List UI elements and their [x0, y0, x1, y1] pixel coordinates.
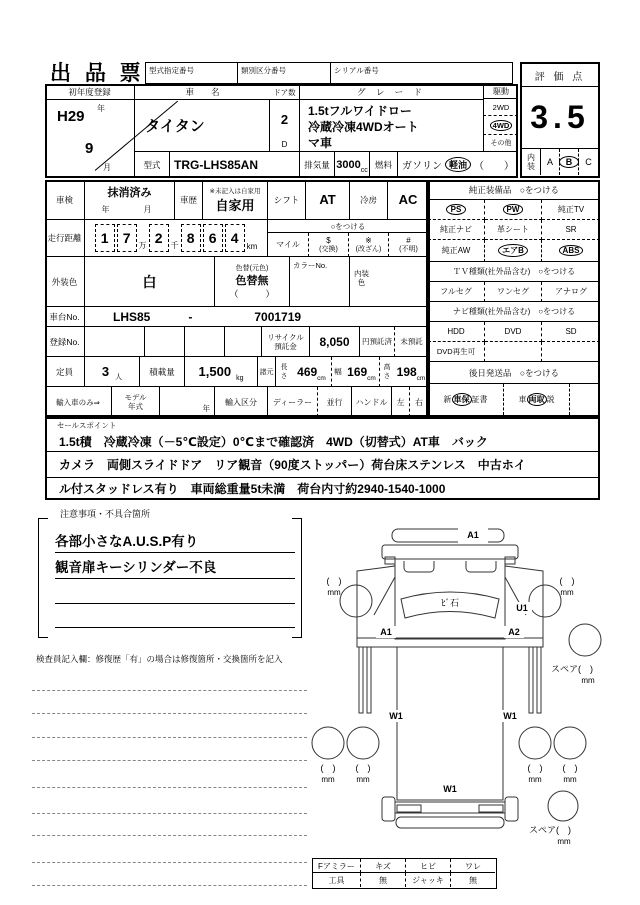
frame-rail [537, 647, 541, 713]
evaluation-box [520, 62, 600, 178]
registration-month-unit: 月 [103, 163, 111, 172]
diagram-label-a2: A2 [508, 627, 520, 637]
import-parallel: 並行 [318, 387, 352, 417]
registration-year: H29 [57, 108, 85, 125]
import-category-label: 輸入区分 [215, 387, 268, 417]
width-value: 169 cm [344, 357, 380, 387]
tire-size-paren: ( ) [355, 763, 371, 773]
tire-rear-right-outer [554, 727, 586, 759]
first-registration-label: 初年度登録 [45, 85, 135, 100]
tire-rear-left-inner [347, 727, 379, 759]
writing-line [32, 813, 307, 814]
registration-year-unit: 年 [97, 104, 105, 113]
field-model-designation-number: 型式指定番号 [146, 63, 238, 83]
interior-grade-c: C [585, 157, 592, 167]
grade-value: 1.5tフルワイドロー 冷蔵冷凍4WDオート マ車 [300, 100, 483, 152]
load-capacity-label: 積載量 [140, 357, 185, 387]
equip-airbag: エアB [485, 240, 542, 262]
first-registration-cell [45, 100, 135, 177]
interior-color-cell [350, 257, 428, 307]
frame-rail [359, 647, 363, 713]
notes-line2: 観音扉キーシリンダー不良 [55, 553, 295, 579]
navi-dvd: DVD [485, 322, 542, 342]
writing-line [32, 835, 307, 836]
length-value: 469 cm [292, 357, 332, 387]
fuel-paren: （ ） [474, 161, 514, 172]
spare-label: スペア( ) [551, 664, 593, 674]
tire-front-left [340, 585, 372, 617]
exterior-color-value: 白 [85, 257, 215, 307]
handle-label: ハンドル [352, 387, 392, 417]
cell-front-mirror: Fアミラー [313, 859, 361, 873]
equip-oem-wheels: 純正AW [428, 240, 485, 262]
fuel-values [398, 152, 518, 177]
mm-unit: mm [560, 588, 574, 597]
car-name-value: タイタン [135, 100, 270, 152]
rear-crossmember [395, 802, 505, 813]
navi-dvd-playable: DVD再生可 [428, 342, 485, 362]
import-only-label: 輸入車のみ⇒ [45, 387, 112, 417]
mm-unit: mm [327, 588, 341, 597]
cell-break: ワレ [465, 861, 481, 871]
ship-empty-cell [570, 384, 600, 415]
spare-label: スペア( ) [529, 825, 571, 835]
recycle-paid: 円預託済 [360, 327, 395, 357]
writing-line [32, 713, 307, 714]
navi-empty-cell [485, 342, 542, 362]
cell-crack: ヒビ [406, 859, 451, 873]
recycle-deposit-value: 8,050 [310, 327, 360, 357]
cell-tools: 工具 [313, 873, 361, 887]
field-classification-number: 類別区分番号 [238, 63, 331, 83]
mm-unit: mm [581, 676, 595, 685]
navi-sd: SD [542, 322, 600, 342]
navi-hdd: HDD [428, 322, 485, 342]
cargo-box [397, 647, 503, 800]
tire-size-paren: ( ) [527, 763, 543, 773]
model-code-label: 型式 [135, 152, 170, 177]
mileage-man-unit: 万 [138, 241, 147, 250]
tire-front-right [529, 585, 561, 617]
mile-exchange: $ (交換) [308, 233, 348, 257]
page-title: 出 品 票 [50, 62, 145, 85]
writing-line [32, 737, 307, 738]
door-count-value: 2 [270, 100, 300, 138]
roof-tab-left [385, 557, 395, 564]
chassis-no-value: LHS85 - 7001719 [85, 307, 428, 327]
roof-tab-right [505, 557, 515, 564]
evaluation-title: 評 価 点 [522, 64, 598, 87]
recycle-label: リサイクル 預託金 [262, 327, 310, 357]
height-value: 198 cm [394, 357, 428, 387]
notes-line4 [55, 604, 295, 628]
frame-rail [529, 647, 533, 713]
spare-tire-2 [548, 791, 578, 821]
writing-line [32, 787, 307, 788]
registration-no-cell [145, 327, 185, 357]
displacement-label: 排気量 [300, 152, 335, 177]
exterior-color-label: 外装色 [45, 257, 85, 307]
diagram-label-w1-left: W1 [389, 711, 403, 721]
rear-lamp-left [397, 805, 421, 812]
tire-rear-right-inner [519, 727, 551, 759]
registration-no-cell [85, 327, 145, 357]
displacement-value: 3000 cc [335, 152, 370, 177]
bottom-condition-table [312, 858, 497, 889]
capacity-label: 定員 [45, 357, 85, 387]
aircon-label: 冷房 [350, 180, 388, 220]
notes-label: 注意事項・不具合箇所 [60, 509, 151, 519]
registration-no-cell [185, 327, 225, 357]
equip-ps: PS [428, 200, 485, 220]
mileage-km-unit: km [246, 242, 258, 251]
drive-4wd: 4WD [483, 116, 518, 135]
ship-warranty-book: 新 車保 証書 [428, 384, 504, 415]
vehicle-diagram [300, 505, 640, 865]
notes-line1: 各部小さなA.U.S.P有り [55, 522, 295, 553]
interior-grade-a: A [546, 157, 553, 167]
mileage-digit: 4 [225, 224, 245, 252]
height-label: 高さ [380, 357, 394, 387]
drive-label: 駆動 [483, 85, 518, 99]
equip-abs: ABS [542, 240, 600, 262]
writing-line [32, 885, 307, 886]
fuel-diesel-circled: 軽油 [445, 157, 471, 172]
dimensions-label: 諸元 [258, 357, 276, 387]
grade-label: グ レ ー ド [300, 85, 483, 100]
handle-right: 右 [415, 397, 423, 407]
capacity-value: 3 人 [85, 357, 140, 387]
writing-line [32, 862, 307, 863]
tv-analog: アナログ [542, 282, 600, 302]
oem-equipment-title: 純正装備品 ○をつける [428, 180, 600, 200]
mileage-digit: 1 [95, 224, 115, 252]
mileage-digits [85, 220, 268, 257]
equip-leather-seat: 革シート [485, 220, 542, 240]
mileage-digit: 8 [181, 224, 201, 252]
mm-unit: mm [321, 775, 335, 784]
history-cell: ※未記入は自家用 自家用 [203, 180, 268, 220]
equip-oem-navi: 純正ナビ [428, 220, 485, 240]
registration-month: 9 [85, 140, 94, 157]
diagram-label-u1: U1 [516, 603, 528, 613]
shift-value: AT [306, 180, 350, 220]
tv-oneseg: ワンセグ [485, 282, 542, 302]
color-no-label: カラーNo. [290, 257, 350, 307]
mileage-digit: 6 [203, 224, 223, 252]
evaluation-score: 3.5 [530, 99, 590, 135]
mileage-label: 走行距離 [45, 220, 85, 257]
navi-empty-cell [542, 342, 600, 362]
tire-rear-left-outer [312, 727, 344, 759]
registration-no-cell [225, 327, 262, 357]
sales-points-line2: カメラ 両側スライドドア リア観音（90度ストッパー）荷台床ステンレス 中古ホイ [45, 452, 600, 478]
model-year-label: モデル年式 [112, 387, 160, 417]
import-dealer: ディーラー [268, 387, 318, 417]
history-label: 車歴 [175, 180, 203, 220]
sun-visor-right [466, 561, 496, 572]
cell-scratch: キズ [361, 859, 406, 873]
rear-bumper-bar [396, 817, 504, 828]
later-shipment-title: 後日発送品 ○をつける [428, 362, 600, 384]
chassis-no-label: 車台No. [45, 307, 85, 327]
rear-bumper-cap-right [505, 797, 518, 821]
registration-no-label: 登録No. [45, 327, 85, 357]
diagram-label-w1-bottom: W1 [443, 784, 457, 794]
mm-unit: mm [563, 775, 577, 784]
sales-points-label: セールスポイント [57, 421, 117, 430]
shift-label: シフト [268, 180, 306, 220]
mile-label: マイル [268, 233, 308, 257]
inspector-note: 検査員記入欄：修復歴「有」の場合は修復箇所・交換箇所を記入 [36, 654, 283, 664]
interior-grade-b: B [559, 149, 579, 175]
diagram-label-a1: A1 [380, 627, 392, 637]
mileage-digit: 7 [117, 224, 137, 252]
mile-unknown: # (不明) [388, 233, 428, 257]
cell-jack: ジャッキ [406, 873, 451, 887]
tire-size-paren: ( ) [559, 576, 575, 586]
shaken-label: 車検 [45, 180, 85, 220]
equip-sunroof: SR [542, 220, 600, 240]
mm-unit: mm [557, 837, 571, 846]
writing-line [32, 690, 307, 691]
interior-color-label: 内装色 [354, 269, 369, 287]
equip-oem-tv: 純正TV [542, 200, 600, 220]
sun-visor-left [404, 561, 434, 572]
a-pillar-left [374, 577, 395, 615]
tire-size-paren: ( ) [326, 576, 342, 586]
recycle-unpaid: 未預託 [395, 327, 428, 357]
mm-unit: mm [528, 775, 542, 784]
cell-tools-none: 無 [361, 873, 406, 887]
model-code-value: TRG-LHS85AN [170, 152, 300, 177]
handle-left: 左 [392, 387, 410, 417]
mileage-sen-unit: 千 [170, 241, 179, 250]
ship-owners-manual: 車 両取 説 [504, 384, 570, 415]
frame-rail [367, 647, 371, 713]
diagram-label-w1-right: W1 [503, 711, 517, 721]
rear-lamp-right [479, 805, 503, 812]
fuel-label: 燃料 [370, 152, 398, 177]
cab-roof-panel [382, 545, 518, 559]
tv-type-title: ＴＶ種類(社外品含む) ○をつける [428, 262, 600, 282]
mile-mark-header: ○をつける [268, 220, 428, 233]
car-name-label: 車 名 [135, 85, 270, 100]
fuel-gasoline: ガソリン [401, 161, 442, 172]
tire-size-paren: ( ) [320, 763, 336, 773]
width-label: 幅 [332, 357, 344, 387]
load-capacity-value: 1,500 kg [185, 357, 258, 387]
mileage-digit: 2 [149, 224, 169, 252]
notes-bracket-left [38, 518, 48, 638]
length-label: 長さ [276, 357, 292, 387]
door-count-label: ドア数 [270, 85, 300, 100]
interior-grade-label: 内装 [522, 149, 541, 175]
notes-line3 [55, 579, 295, 604]
sales-points-line1: 1.5t積 冷蔵冷凍（－5℃設定）0℃まで確認済 4WD（切替式）AT車 バック [45, 417, 600, 452]
tv-fullseg: フルセグ [428, 282, 485, 302]
drive-2wd: 2WD [483, 99, 518, 116]
aircon-value: AC [388, 180, 428, 220]
header-fields-box [145, 62, 513, 84]
cell-jack-none: 無 [469, 875, 477, 885]
diagram-label-stone-chip: ﾋﾞ石 [440, 598, 460, 608]
writing-line [32, 760, 307, 761]
sales-points-line3: ル付スタッドレス有り 車両総重量5t未満 荷台内寸約2940-1540-1000 [59, 481, 446, 496]
tire-size-paren: ( ) [562, 763, 578, 773]
rear-bumper-cap-left [382, 797, 395, 821]
navi-type-title: ナビ種類(社外品含む) ○をつける [428, 302, 600, 322]
diagram-label-a1-top: A1 [467, 530, 479, 540]
equip-pw: PW [485, 200, 542, 220]
door-count-sub: D [270, 138, 300, 152]
mm-unit: mm [356, 775, 370, 784]
model-year-cell: 年 [160, 387, 215, 417]
mile-tampered: ※ (改ざん) [348, 233, 388, 257]
drive-other: その他 [483, 135, 518, 152]
color-change-cell: 色替(元色) 色替無 （ ） [215, 257, 290, 307]
field-serial-number: シリアル番号 [334, 66, 379, 75]
spare-tire-1 [569, 624, 601, 656]
shaken-cell: 抹消済み 年 月 [85, 180, 175, 220]
